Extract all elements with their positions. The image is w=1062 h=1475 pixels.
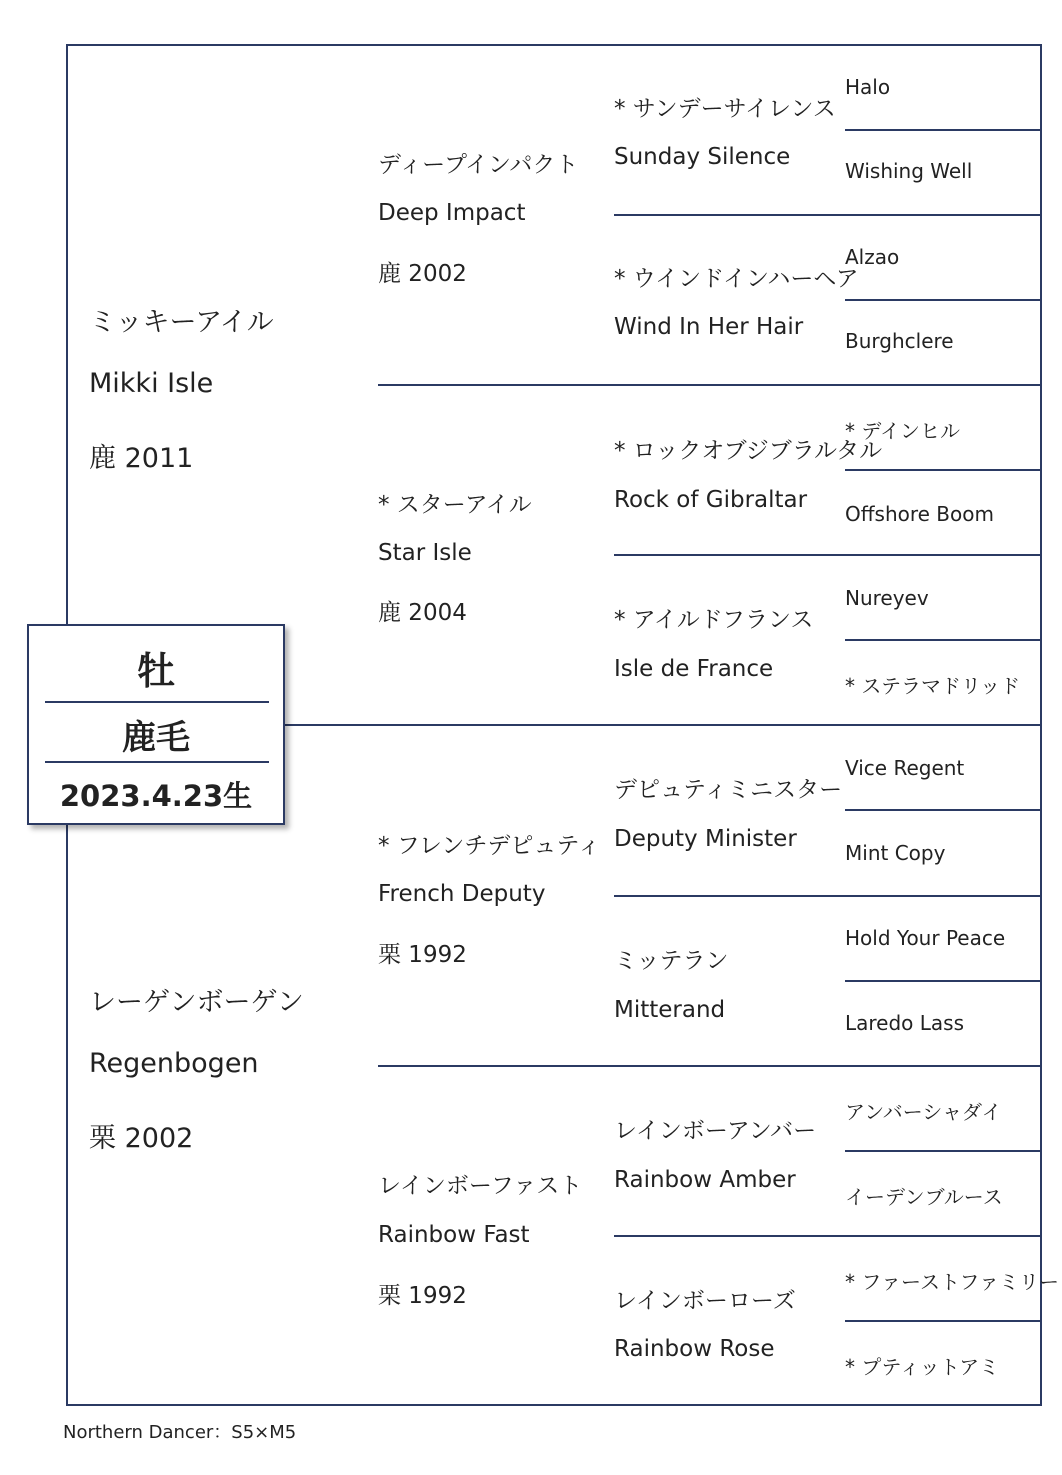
divider-gen3 [614, 554, 1042, 556]
gen4-name: イーデンブルース [845, 1185, 1003, 1209]
gen4-name: Burghclere [845, 329, 954, 353]
gen3-name-jp: デピュティミニスター [614, 777, 843, 803]
gen4-name: Alzao [845, 245, 900, 269]
gen2-name-en: Deep Impact [378, 200, 526, 226]
divider-gen3 [614, 1235, 1042, 1237]
horse-box-divider [45, 761, 269, 763]
gen2-name-jp: * スターアイル [378, 492, 532, 518]
gen3-name-jp: レインボーローズ [614, 1288, 796, 1314]
gen3-name-en: Sunday Silence [614, 144, 791, 170]
divider-gen4 [845, 639, 1042, 641]
gen2-name-en: Rainbow Fast [378, 1222, 530, 1248]
horse-sex: 牡 [136, 649, 175, 693]
sire-info: 鹿 2011 [89, 443, 194, 474]
gen4-name: Halo [845, 75, 891, 99]
sire-name-en: Mikki Isle [89, 368, 214, 399]
divider-gen4 [845, 1320, 1042, 1322]
gen3-name-en: Wind In Her Hair [614, 314, 804, 340]
gen4-name: Laredo Lass [845, 1011, 965, 1035]
gen3-name-jp: * アイルドフランス [614, 607, 814, 633]
dam-name-en: Regenbogen [89, 1048, 259, 1079]
gen2-name-jp: * フレンチデピュティ [378, 833, 601, 859]
gen4-name: Offshore Boom [845, 502, 994, 526]
gen3-name-en: Rainbow Rose [614, 1336, 775, 1362]
dam-name-jp: レーゲンボーゲン [89, 987, 304, 1018]
subject-horse-box [27, 624, 285, 825]
divider-gen4 [845, 809, 1042, 811]
horse-birthdate: 2023.4.23生 [59, 779, 253, 813]
divider-gen3 [614, 895, 1042, 897]
gen4-name: * ファーストファミリー [845, 1270, 1059, 1294]
divider-sire-dam [285, 724, 1042, 726]
gen3-name-en: Rock of Gibraltar [614, 487, 808, 513]
gen3-name-en: Mitterand [614, 997, 726, 1023]
gen4-name: Nureyev [845, 586, 929, 610]
gen3-name-en: Deputy Minister [614, 826, 797, 852]
divider-gen4 [845, 129, 1042, 131]
gen3-name-en: Isle de France [614, 656, 774, 682]
gen3-name-jp: * ロックオブジブラルタル [614, 438, 883, 464]
sire-name-jp: ミッキーアイル [89, 307, 274, 338]
gen3-name-jp: ミッテラン [614, 948, 729, 974]
dam-info: 栗 2002 [89, 1123, 194, 1154]
gen4-name: * プティットアミ [845, 1355, 1000, 1379]
divider-gen2 [378, 384, 1042, 386]
divider-gen4 [845, 299, 1042, 301]
gen4-name: Wishing Well [845, 159, 973, 183]
inbreeding-footnote: Northern Dancer：S5×M5 [63, 1422, 297, 1443]
divider-gen3 [614, 214, 1042, 216]
gen4-name: Hold Your Peace [845, 926, 1006, 950]
gen2-name-jp: ディープインパクト [378, 152, 579, 178]
divider-gen2 [378, 1065, 1042, 1067]
gen2-info: 鹿 2002 [378, 261, 467, 287]
gen2-info: 栗 1992 [378, 942, 467, 968]
gen2-name-en: Star Isle [378, 540, 472, 566]
divider-gen4 [845, 980, 1042, 982]
gen2-info: 栗 1992 [378, 1283, 467, 1309]
horse-box-divider [45, 701, 269, 703]
gen2-info: 鹿 2004 [378, 600, 467, 626]
gen4-name: Mint Copy [845, 841, 946, 865]
gen3-name-en: Rainbow Amber [614, 1167, 796, 1193]
gen4-name: アンバーシャダイ [845, 1100, 1002, 1124]
gen3-name-jp: * ウインドインハーヘア [614, 266, 859, 292]
gen4-name: Vice Regent [845, 756, 965, 780]
divider-gen4 [845, 469, 1042, 471]
horse-color: 鹿毛 [122, 718, 190, 758]
divider-gen4 [845, 1150, 1042, 1152]
gen3-name-jp: レインボーアンバー [614, 1118, 817, 1144]
gen4-name: * デインヒル [845, 419, 960, 443]
gen2-name-jp: レインボーファスト [378, 1173, 583, 1199]
gen4-name: * ステラマドリッド [845, 674, 1021, 698]
gen3-name-jp: * サンデーサイレンス [614, 96, 836, 122]
gen2-name-en: French Deputy [378, 881, 546, 907]
